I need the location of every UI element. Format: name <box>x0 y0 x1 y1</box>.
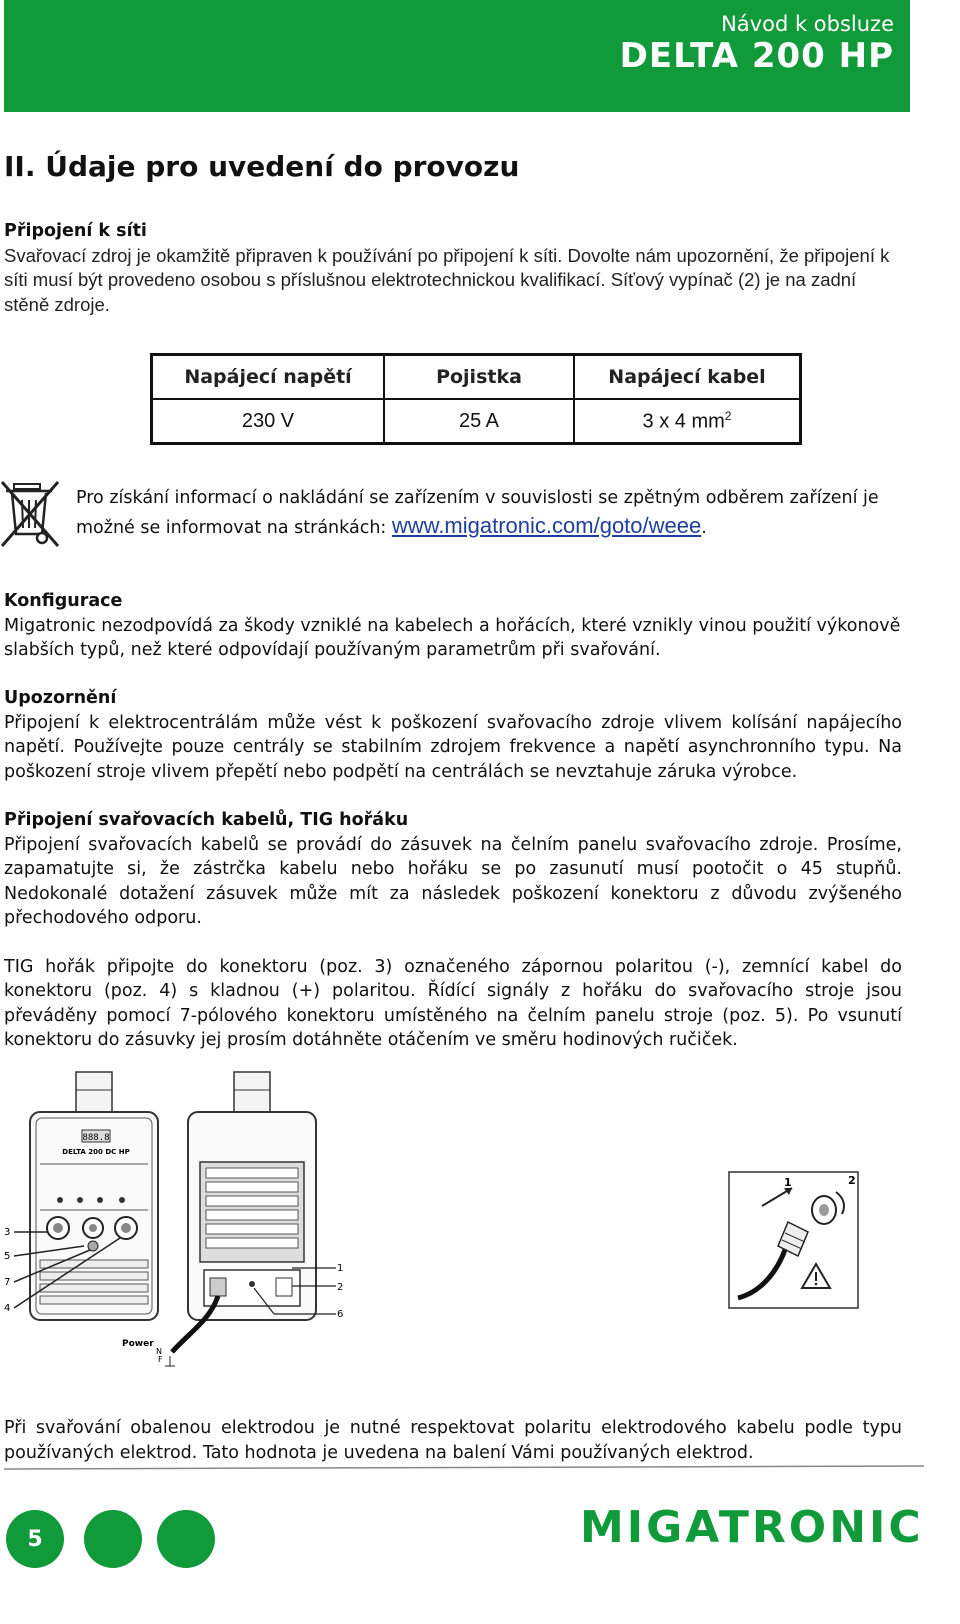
front-label-7: 7 <box>4 1277 11 1288</box>
mains-section <box>4 219 902 317</box>
weee-text <box>76 484 896 542</box>
spec-header-voltage: Napájecí napětí <box>152 355 385 400</box>
page-number: 5 <box>6 1510 64 1568</box>
connector-label-2: 2 <box>848 1174 856 1187</box>
spec-cable-superscript: 2 <box>724 408 732 423</box>
electrode-note: Při svařování obalenou elektrodou je nutné respektovat polaritu elektrodového kabelu podle typu používaných elektrod. Tato hodnota je uvedena na balení Vámi používaných elektrod. <box>4 1418 902 1463</box>
front-model-label: DELTA 200 DC HP <box>62 1148 130 1156</box>
connector-label-1: 1 <box>784 1176 792 1189</box>
page-header <box>4 0 910 112</box>
footer-divider <box>4 1466 924 1470</box>
spec-cell-cable <box>574 399 801 444</box>
power-pin-n: N <box>156 1347 162 1356</box>
power-pin-f: F <box>158 1355 163 1364</box>
spec-header-fuse: Pojistka <box>384 355 574 400</box>
spec-table-header-row <box>152 355 801 400</box>
rear-label-1: 1 <box>337 1263 344 1274</box>
mains-text: Svařovací zdroj je okamžitě připraven k používání po připojení k síti. Dovolte nám upozornění, že připojení k síti musí být provedeno osobou s příslušnou elektrotechnickou kvalifikací. Síťový vypínač (2) je na zadní stěně zdroje. <box>4 244 890 315</box>
warning-section <box>4 686 902 784</box>
rear-panel-figure <box>122 1070 360 1370</box>
spec-cell-voltage: 230 V <box>152 399 385 444</box>
footer-circle-2 <box>84 1510 142 1568</box>
power-label: Power <box>122 1339 154 1349</box>
spec-cable-value: 3 x 4 mm <box>642 410 725 433</box>
header-title: DELTA 200 HP <box>619 36 894 76</box>
weee-description: Pro získání informací o nakládání se zařízením v souvislosti se zpětným odběrem zařízení je možné se informovat na stránkách: <box>76 488 879 538</box>
configuration-text: Migatronic nezodpovídá za škody vzniklé na kabelech a hořácích, které vznikly vinou použití výkonově slabších typů, než které odpovídají používaným parametrům při svařování. <box>4 615 901 660</box>
connector-detail-figure <box>728 1170 860 1310</box>
cables-text-2: TIG hořák připojte do konektoru (poz. 3) označeného zápornou polaritou (-), zemnící kabel do konektoru (poz. 4) s kladnou (+) polaritou. Řídící signály z hořáku do svařovacího stroje jsou převáděny pomocí 7-pólového konektoru umístěného na čelním panelu stroje (poz. 5). Po vsunutí konektoru do zásuvky jej prosím dotáhněte otáčením ve směru hodinových ručiček. <box>4 956 902 1050</box>
configuration-heading: Konfigurace <box>4 591 123 611</box>
warning-text: Připojení k elektrocentrálám může vést k poškození svařovacího zdroje vlivem kolísání napájecího napětí. Používejte pouze centrály se stabilním zdrojem frekvence a napětí asynchronního typu. Na poškození stroje vlivem přepětí nebo podpětí na centrálách se nevztahuje záruka výrobce. <box>4 712 902 782</box>
migatronic-logo: MIGATRONIC <box>580 1502 924 1553</box>
configuration-section <box>4 589 902 663</box>
front-label-3: 3 <box>4 1227 11 1238</box>
rear-label-2: 2 <box>337 1282 344 1293</box>
weee-bin-icon <box>0 478 62 550</box>
weee-link[interactable]: www.migatronic.com/goto/weee <box>391 513 702 538</box>
warning-heading: Upozornění <box>4 688 117 708</box>
cables-heading: Připojení svařovacích kabelů, TIG hořáku <box>4 810 409 830</box>
footer-circle-3 <box>157 1510 215 1568</box>
front-display-readout: 888.8 <box>82 1133 110 1143</box>
header-subtitle: Návod k obsluze <box>721 12 894 36</box>
section-title: II. Údaje pro uvedení do provozu <box>4 150 520 183</box>
weee-period: . <box>701 518 707 538</box>
spec-table-row <box>152 399 801 444</box>
mains-heading: Připojení k síti <box>4 221 147 241</box>
front-label-5: 5 <box>4 1251 11 1262</box>
cables-text-1: Připojení svařovacích kabelů se provádí do zásuvek na čelním panelu svařovacího zdroje. Prosíme, zapamatujte si, že zástrčka kabelu nebo hořáku se po zasunutí musí pootočit o 45 stupňů. Nedokonalé dotažení zásuvek může mít za následek poškození konektoru z důvodu zvýšeného přechodového odporu. <box>4 834 902 928</box>
rear-label-6: 6 <box>337 1309 344 1320</box>
spec-header-cable: Napájecí kabel <box>574 355 801 400</box>
spec-cell-fuse: 25 A <box>384 399 574 444</box>
cables-section <box>4 808 902 1053</box>
front-label-4: 4 <box>4 1303 11 1314</box>
spec-table <box>150 353 802 445</box>
